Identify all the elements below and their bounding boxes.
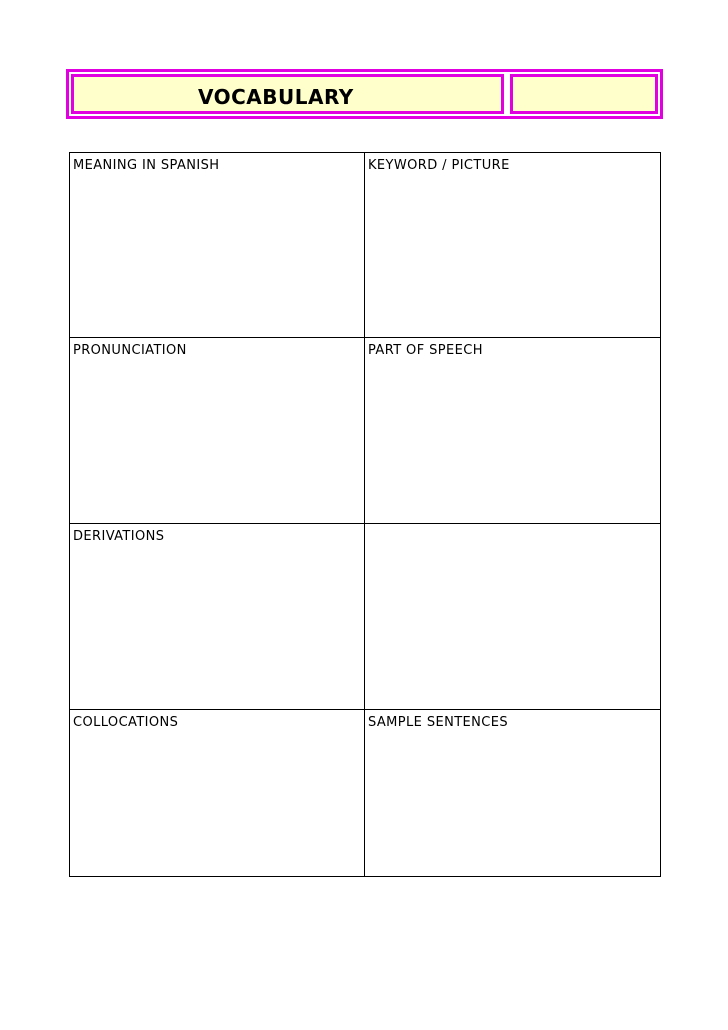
cell-label: SAMPLE SENTENCES [368, 715, 509, 730]
cell-sample-sentences[interactable] [365, 710, 661, 877]
cell-collocations[interactable] [70, 710, 365, 877]
cell-label: MEANING IN SPANISH [73, 158, 220, 173]
page-title: VOCABULARY [198, 85, 354, 109]
cell-meaning-in-spanish[interactable] [70, 153, 365, 338]
cell-derivations[interactable] [70, 524, 365, 710]
cell-blank[interactable] [365, 524, 661, 710]
cell-pronunciation[interactable] [70, 338, 365, 524]
cell-label: PART OF SPEECH [368, 343, 483, 358]
cell-label: KEYWORD / PICTURE [368, 158, 510, 173]
vocabulary-grid [69, 152, 661, 877]
cell-keyword-picture[interactable] [365, 153, 661, 338]
title-side-box [510, 74, 658, 114]
cell-label: PRONUNCIATION [73, 343, 187, 358]
cell-label: COLLOCATIONS [73, 715, 179, 730]
title-cell [71, 74, 504, 114]
title-bar [66, 69, 663, 119]
cell-label: DERIVATIONS [73, 529, 165, 544]
cell-part-of-speech[interactable] [365, 338, 661, 524]
